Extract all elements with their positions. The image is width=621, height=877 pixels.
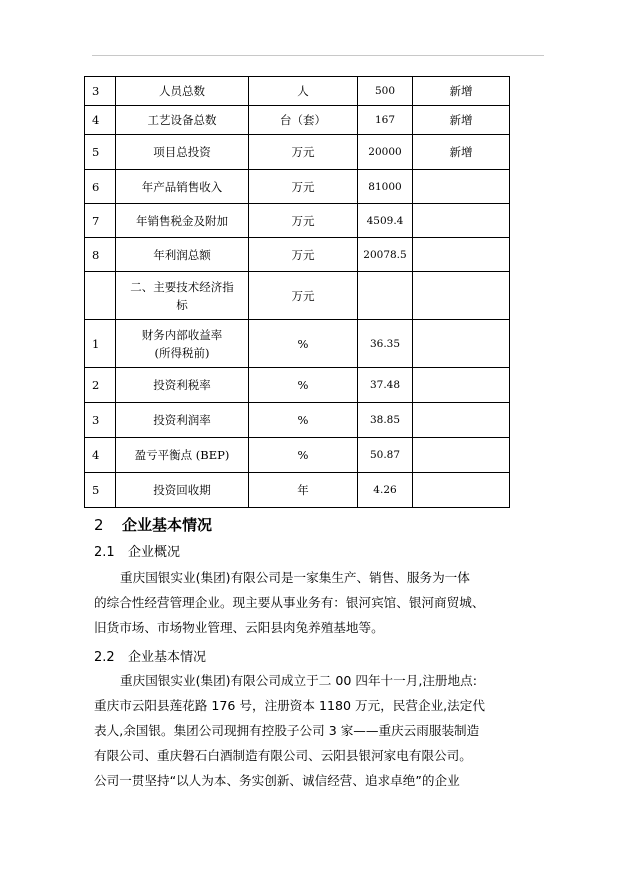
table-row: [85, 238, 510, 272]
section-heading: [94, 514, 212, 535]
item-name-cell: [116, 77, 249, 106]
unit-cell: 台（套）: [249, 106, 358, 135]
row-number-cell: [85, 272, 116, 320]
subsection-heading-2-2: [94, 646, 206, 665]
paragraph-line: 重庆国银实业(集团)有限公司是一家集生产、销售、服务为一体: [120, 570, 470, 585]
item-name-line: 二、主要技术经济指: [130, 279, 234, 294]
item-name-line: 投资回收期: [153, 483, 211, 497]
item-name-line: 盈亏平衡点 (BEP): [134, 448, 230, 462]
page-header-rule: [92, 55, 544, 56]
item-name-line: 项目总投资: [153, 145, 211, 159]
note-cell: [413, 438, 510, 473]
item-name-line: 财务内部收益率: [141, 327, 223, 342]
table-row: [85, 368, 510, 403]
value-cell: 50.87: [358, 438, 413, 473]
table-row: [85, 77, 510, 106]
subsection-number: 2.2: [94, 650, 115, 665]
note-cell: 新增: [413, 135, 510, 170]
unit-cell: %: [249, 403, 358, 438]
item-name-line: 投资利税率: [153, 378, 211, 392]
subsection-heading-2-1: [94, 541, 180, 560]
item-name-cell: [116, 106, 249, 135]
unit-cell: 万元: [249, 272, 358, 320]
value-cell: 500: [358, 77, 413, 106]
row-number-cell: 2: [85, 368, 116, 403]
row-number-cell: 1: [85, 320, 116, 368]
table-row: [85, 438, 510, 473]
value-cell: [358, 272, 413, 320]
paragraph-line: 有限公司、重庆磐石白酒制造有限公司、云阳县银河家电有限公司。: [94, 748, 472, 763]
note-cell: [413, 272, 510, 320]
value-cell: 20000: [358, 135, 413, 170]
paragraph-line: 重庆国银实业(集团)有限公司成立于二 00 四年十一月,注册地点:: [120, 673, 477, 688]
subsection-title: 企业基本情况: [128, 650, 207, 665]
row-number-cell: 5: [85, 473, 116, 508]
note-cell: [413, 403, 510, 438]
table-row: [85, 272, 510, 320]
note-cell: [413, 473, 510, 508]
item-name-line: 工艺设备总数: [147, 113, 217, 127]
unit-cell: %: [249, 368, 358, 403]
row-number-cell: 5: [85, 135, 116, 170]
table-row: [85, 204, 510, 238]
table-row: [85, 403, 510, 438]
unit-cell: 万元: [249, 170, 358, 204]
item-name-line: (所得税前): [154, 345, 210, 360]
item-name-line: 年产品销售收入: [141, 179, 223, 194]
paragraph-line: 表人,余国银。集团公司现拥有控股子公司 3 家——重庆云雨服装制造: [94, 723, 480, 738]
table-row: [85, 473, 510, 508]
unit-cell: 万元: [249, 204, 358, 238]
row-number-cell: 3: [85, 403, 116, 438]
item-name-line: 年利润总额: [153, 247, 211, 262]
value-cell: 4509.4: [358, 204, 413, 238]
note-cell: [413, 204, 510, 238]
unit-cell: 人: [249, 77, 358, 106]
item-name-line: 标: [176, 297, 188, 312]
item-name-cell: [116, 238, 249, 272]
paragraph-line: 旧货市场、市场物业管理、云阳县肉兔养殖基地等。: [94, 620, 384, 635]
row-number-cell: 8: [85, 238, 116, 272]
table-row: [85, 135, 510, 170]
value-cell: 167: [358, 106, 413, 135]
item-name-cell: [116, 403, 249, 438]
paragraph-company-basics: [94, 668, 546, 793]
row-number-cell: 6: [85, 170, 116, 204]
row-number-cell: 4: [85, 106, 116, 135]
value-cell: 37.48: [358, 368, 413, 403]
unit-cell: 万元: [249, 135, 358, 170]
value-cell: 38.85: [358, 403, 413, 438]
note-cell: 新增: [413, 106, 510, 135]
item-name-line: 投资利润率: [153, 413, 211, 427]
item-name-cell: [116, 204, 249, 238]
paragraph-company-overview: [94, 565, 546, 640]
indicator-table: [84, 76, 510, 508]
note-cell: [413, 238, 510, 272]
note-cell: [413, 320, 510, 368]
value-cell: 36.35: [358, 320, 413, 368]
row-number-cell: 7: [85, 204, 116, 238]
table-row: [85, 170, 510, 204]
unit-cell: %: [249, 320, 358, 368]
value-cell: 4.26: [358, 473, 413, 508]
note-cell: [413, 170, 510, 204]
unit-cell: 万元: [249, 238, 358, 272]
row-number-cell: 3: [85, 77, 116, 106]
value-cell: 81000: [358, 170, 413, 204]
item-name-cell: [116, 473, 249, 508]
table-row: [85, 106, 510, 135]
table-row: [85, 320, 510, 368]
section-number: 2: [94, 516, 104, 534]
subsection-title: 企业概况: [128, 545, 181, 560]
item-name-cell: [116, 320, 249, 368]
item-name-line: 人员总数: [159, 84, 205, 98]
item-name-cell: [116, 438, 249, 473]
unit-cell: 年: [249, 473, 358, 508]
item-name-cell: [116, 170, 249, 204]
row-number-cell: 4: [85, 438, 116, 473]
unit-cell: %: [249, 438, 358, 473]
paragraph-line: 公司一贯坚持“以人为本、务实创新、诚信经营、追求卓绝”的企业: [94, 773, 460, 788]
item-name-cell: [116, 272, 249, 320]
paragraph-line: 的综合性经营管理企业。现主要从事业务有：银河宾馆、银河商贸城、: [94, 595, 485, 610]
item-name-cell: [116, 368, 249, 403]
item-name-cell: [116, 135, 249, 170]
paragraph-line: 重庆市云阳县莲花路 176 号，注册资本 1180 万元，民营企业,法定代: [94, 698, 485, 713]
subsection-number: 2.1: [94, 545, 115, 560]
section-title: 企业基本情况: [122, 516, 213, 534]
item-name-line: 年销售税金及附加: [136, 213, 228, 228]
note-cell: 新增: [413, 77, 510, 106]
note-cell: [413, 368, 510, 403]
indicator-table-body: [85, 77, 510, 508]
value-cell: 20078.5: [358, 238, 413, 272]
